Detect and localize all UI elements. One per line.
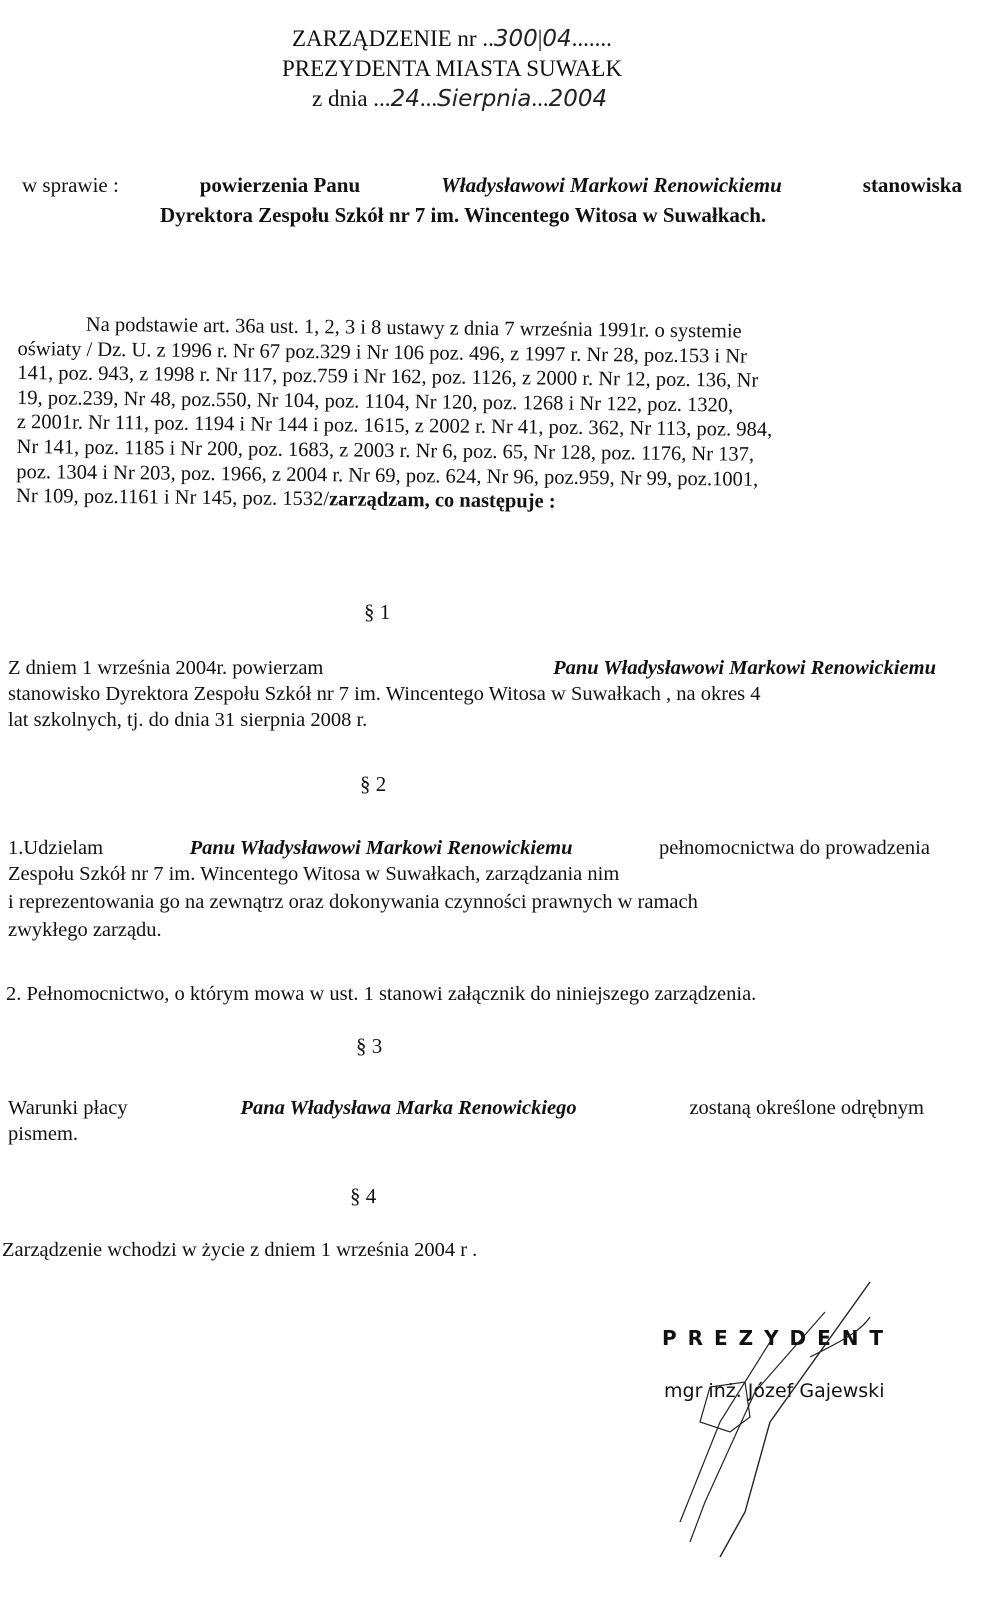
header-line-title [292,24,612,54]
s1-line-2: stanowisko Dyrektora Zespołu Szkół nr 7 im. Wincentego Witosa w Suwałkach , na okres 4 [8,683,761,705]
decree-phrase: zarządzam, co następuje : [328,488,556,513]
subject-person-name: Władysławowi Markowi Renowickiemu [441,173,782,197]
s2-suffix: pełnomocnictwa do prowadzenia [659,837,930,859]
subject-line-2: Dyrektora Zespołu Szkół nr 7 im. Wincentego Witosa w Suwałkach. [160,203,767,227]
handwritten-day: 24 [390,86,420,112]
handwritten-month: Sierpnia [437,86,532,112]
subject-line-1 [22,170,962,200]
stamp-title: P R E Z Y D E N T [662,1326,886,1350]
section-1-title: § 1 [364,600,391,624]
handwritten-number: 300 [493,26,538,52]
section-4-title: § 4 [350,1184,377,1208]
s3-prefix: Warunki płacy [8,1097,128,1119]
subject-text-1: powierzenia Panu [199,173,361,197]
s2-line-1 [8,836,930,860]
subject-text-2: stanowiska [862,173,962,197]
legal-line-8 [16,484,556,514]
handwritten-full-year: 2004 [548,86,608,112]
s3-line-2: pismem. [8,1123,79,1145]
s2-line-2: Zespołu Szkół nr 7 im. Wincentego Witosa w Suwałkach, zarządzania nim [8,863,620,885]
section-2-title: § 2 [360,772,387,796]
stamp-name: mgr inż. Józef Gajewski [664,1380,885,1402]
s4-text: Zarządzenie wchodzi w życie z dniem 1 września 2004 r . [2,1239,478,1261]
s3-suffix: zostaną określone odrębnym [689,1097,924,1119]
legal-basis [15,312,968,513]
s2-paragraph-2: 2. Pełnomocnictwo, o którym mowa w ust. 1 stanowi załącznik do niniejszego zarządzenia. [6,983,757,1005]
date-dots-2: ... [531,86,549,111]
subject-prefix: w sprawie : [22,173,119,197]
s1-line-1 [8,656,936,680]
date-dots-1: ... [419,86,438,111]
handwritten-year: 04 [542,26,572,52]
s3-line-1 [8,1096,924,1120]
section-3-title: § 3 [356,1034,383,1058]
header-line-date [312,84,607,114]
s3-person-name: Pana Władysława Marka Renowickiego [240,1097,577,1119]
legal-line-5: z 2001r. Nr 111, poz. 1194 i Nr 144 i poz. 1615, z 2002 r. Nr 41, poz. 362, Nr 113, poz. 984, [16,411,773,442]
s2-line-4: zwykłego zarządu. [8,919,162,941]
legal-line-1: Na podstawie art. 36a ust. 1, 2, 3 i 8 ustawy z dnia 7 września 1991r. o systemie [85,313,742,343]
header-separator: | [537,26,543,51]
s1-prefix: Z dniem 1 września 2004r. powierzam [8,657,324,679]
s2-line-3: i reprezentowania go na zewnątrz oraz dokonywania czynności prawnych w ramach [8,891,698,913]
legal-line-3: 141, poz. 943, z 1998 r. Nr 117, poz.759 i Nr 162, poz. 1126, z 2000 r. Nr 12, poz. 136, Nr [17,362,759,392]
legal-line-7: poz. 1304 i Nr 203, poz. 1966, z 2004 r. Nr 69, poz. 624, Nr 96, poz.959, Nr 99, poz.1001, [16,460,759,491]
handwritten-signature-icon [570,1272,880,1572]
header-dots: ....... [571,26,612,51]
s2-prefix: 1.Udzielam [8,837,104,859]
header-line-authority: PREZYDENTA MIASTA SUWAŁK [282,56,623,81]
legal-line-2: oświaty / Dz. U. z 1996 r. Nr 67 poz.329 i Nr 106 poz. 496, z 1997 r. Nr 28, poz.153 i Nr [17,337,748,368]
s1-line-3: lat szkolnych, tj. do dnia 31 sierpnia 2008 r. [8,709,368,731]
header-title-prefix: ZARZĄDZENIE nr .. [292,26,494,51]
legal-last-line: Nr 109, poz.1161 i Nr 145, poz. 1532/ [15,485,330,511]
s2-person-name: Panu Władysławowi Markowi Renowickiemu [189,837,573,859]
s1-person-name: Panu Władysławowi Markowi Renowickiemu [553,657,936,679]
date-prefix: z dnia ... [312,86,391,111]
legal-line-4: 19, poz.239, Nr 48, poz.550, Nr 104, poz. 1104, Nr 120, poz. 1268 i Nr 122, poz. 1320, [16,386,734,417]
legal-line-6: Nr 141, poz. 1185 i Nr 200, poz. 1683, z 2003 r. Nr 6, poz. 65, Nr 128, poz. 1176, Nr 137, [16,435,755,466]
